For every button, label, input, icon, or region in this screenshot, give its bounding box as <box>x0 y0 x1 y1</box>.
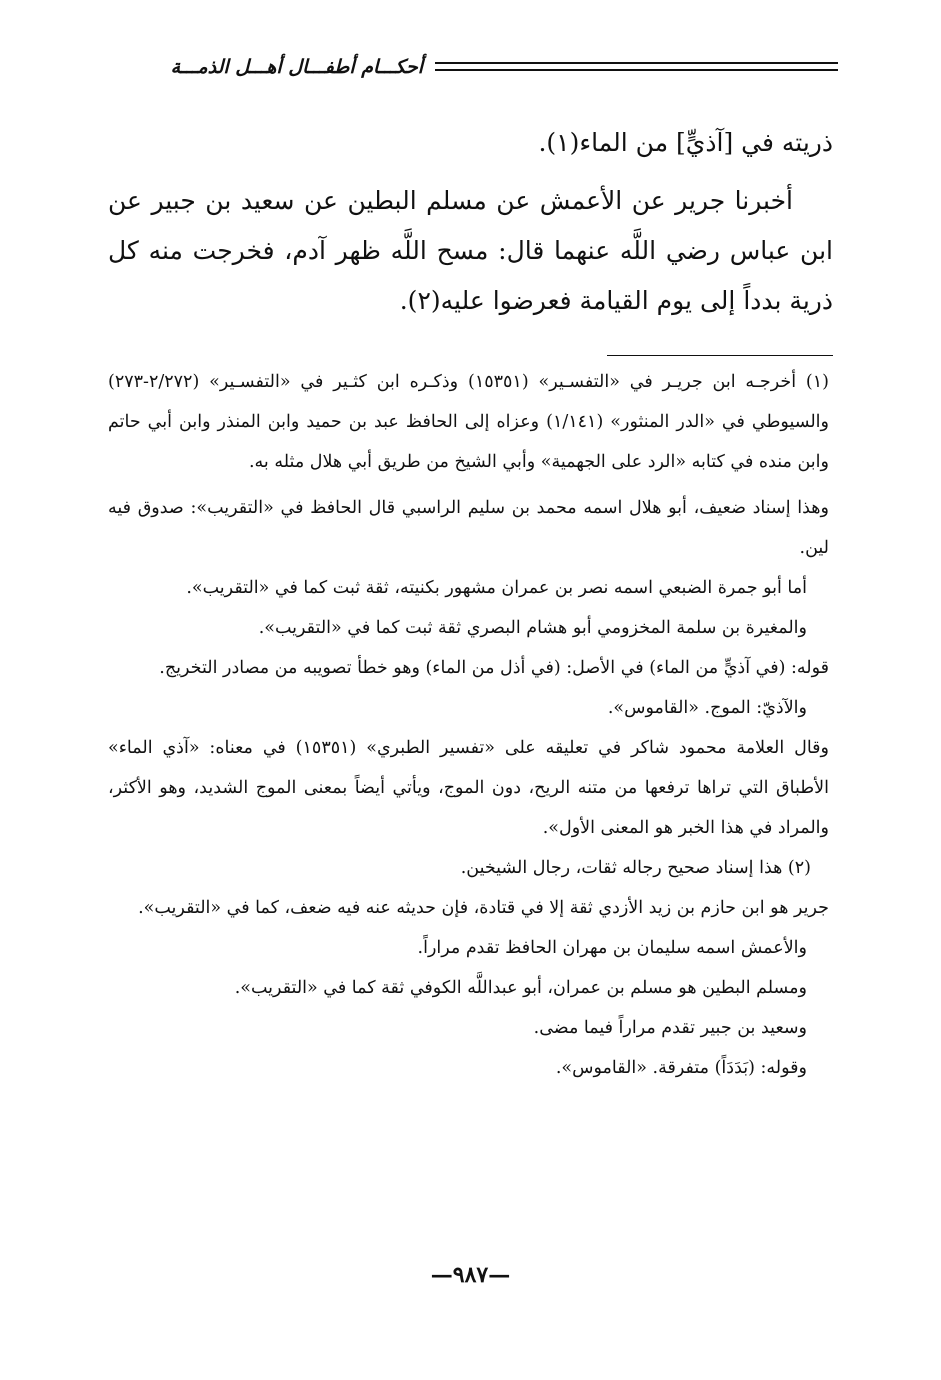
footnote-2-para-6: وقوله: (بَدَدَاً) متفرقة. «القاموس». <box>555 1058 807 1078</box>
footnote-1-para-7: وقال العلامة محمود شاكر في تعليقه على «تفسير الطبري» (١٥٣٥١) في معناه: «آذي الماء» الأطباق التي تراها ترفعها من متنه الريح، دون الموج، ويأتي أيضاً بمعنى الموج الشديد، وهو الأكثر، والمراد في هذا الخبر هو المعنى الأول». <box>108 738 829 838</box>
main-paragraph-1: ذريته في [آذيٍّ] من الماء(١). <box>538 128 833 157</box>
footnote-2-para-5: وسعيد بن جبير تقدم مراراً فيما مضى. <box>533 1018 807 1038</box>
footnote-2: (٢) هذا إسناد صحيح رجاله ثقات، رجال الشيخين. <box>460 858 811 878</box>
footnote-1-para-4: والمغيرة بن سلمة المخزومي أبو هشام البصري ثقة ثبت كما في «التقريب». <box>258 618 807 638</box>
footnote-2-para-4: ومسلم البطين هو مسلم بن عمران، أبو عبداللَّه الكوفي ثقة كما في «التقريب». <box>234 978 807 998</box>
footnote-1-para-3: أما أبو جمرة الضبعي اسمه نصر بن عمران مشهور بكنيته، ثقة ثبت كما في «التقريب». <box>186 578 807 598</box>
footnote-separator <box>607 355 833 356</box>
page-number: —٩٨٧— <box>430 1262 511 1288</box>
footnote-1-para-5: قوله: (في آذيٍّ من الماء) في الأصل: (في أذل من الماء) وهو خطأ تصويبه من مصادر التخريج. <box>159 658 829 678</box>
footnote-2-para-3: والأعمش اسمه سليمان بن مهران الحافظ تقدم مراراً. <box>417 938 807 958</box>
footnote-1-para-6: والآذيّ: الموج. «القاموس». <box>607 698 807 718</box>
footnote-1: (١) أخرجـه ابن جريـر في «التفسـير» (١٥٣٥١) وذكـره ابن كثـير في «التفسـير» (٢/٢٧٢-٢٧٣) والسيوطي في «الدر المنثور» (١/١٤١) وعزاه إلى الحافظ عبد بن حميد وابن المنذر وابن أبي حاتم وابن منده في كتابه «الرد على الجهمية» وأبي الشيخ من طريق أبي هلال مثله به. <box>108 372 829 472</box>
main-text <box>108 118 833 334</box>
footnote-1-para-2: وهذا إسناد ضعيف، أبو هلال اسمه محمد بن سليم الراسبي قال الحافظ في «التقريب»: صدوق فيه لين. <box>108 498 829 558</box>
header-double-rule <box>435 62 838 76</box>
footnote-2-para-2: جرير هو ابن حازم بن زيد الأزدي ثقة إلا في قتادة، فإن حديثه عنه فيه ضعف، كما في «التقريب». <box>138 898 829 918</box>
main-paragraph-2: أخبرنا جرير عن الأعمش عن مسلم البطين عن سعيد بن جبير عن ابن عباس رضي اللَّه عنهما قال: مسح اللَّه ظهر آدم، فخرجت منه كل ذرية بدداً إلى يوم القيامة فعرضوا عليه(٢). <box>108 186 833 315</box>
running-header-title: أحكـــام أطفـــال أهـــل الذمـــة <box>170 56 423 78</box>
footnotes <box>108 362 829 1088</box>
